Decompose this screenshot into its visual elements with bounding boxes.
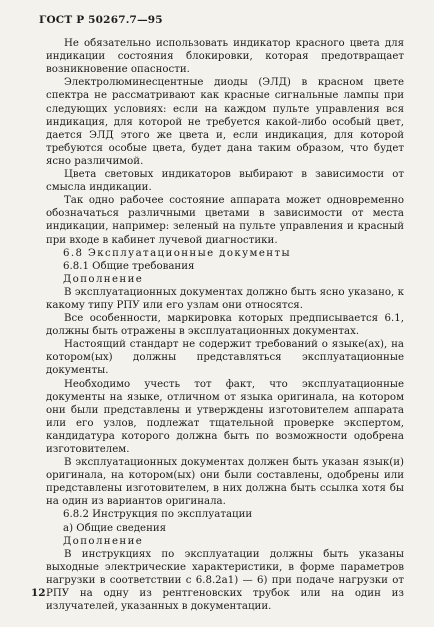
paragraph-15: Дополнение	[63, 535, 144, 547]
paragraph-9: Все особенности, маркировка которых предписывается 6.1, должны быть отражены в эксплуатационных документах.	[46, 313, 404, 338]
paragraph-3: Цвета световых индикаторов выбирают в зависимости от смысла индикации.	[46, 169, 404, 194]
paragraph-6: 6.8.1 Общие требования	[63, 260, 195, 272]
paragraph-2: Электролюминесцентные диоды (ЭЛД) в красном цвете спектра не рассматривают как красные сигнальные лампы при следующих условиях: если на каждом пульте управления вся индикация, для которой не требуется какой-либо особый цвет, дается ЭЛД этого же цвета и, если индикация, для которой требуются особые цвета, будет дана таким образом, что будет ясно различимой.	[46, 77, 404, 167]
page-header: ГОСТ Р 50267.7—95	[39, 14, 163, 26]
paragraph-1: Не обязательно использовать индикатор красного цвета для индикации состояния блокировки, которая предотвращает возникновение опасности.	[46, 38, 404, 76]
paragraph-8: В эксплуатационных документах должно быть ясно указано, к какому типу РПУ или его узлам они относятся.	[46, 286, 404, 311]
page-number: 12	[31, 587, 46, 599]
paragraph-12: В эксплуатационных документах должен быть указан язык(и) оригинала, на котором(ых) они были составлены, одобрены или представлены изготовителем, в них должна быть ссылка хотя бы на один из вариантов оригинала.	[46, 457, 404, 508]
paragraph-7: Дополнение	[63, 273, 144, 285]
paragraph-14: а) Общие сведения	[63, 522, 167, 534]
paragraph-13: 6.8.2 Инструкция по эксплуатации	[63, 509, 253, 521]
paragraph-5: 6.8 Эксплуатационные документы	[63, 247, 292, 259]
paragraph-4: Так одно рабочее состояние аппарата может одновременно обозначаться различными цветами в зависимости от места индикации, например: зеленый на пульте управления и красный при входе в кабинет лучевой диагностики.	[46, 195, 404, 246]
document-body	[46, 37, 404, 613]
paragraph-10: Настоящий стандарт не содержит требований о языке(ах), на котором(ых) должны представляться эксплуатационные документы.	[46, 339, 404, 377]
paragraph-11: Необходимо учесть тот факт, что эксплуатационные документы на языке, отличном от языка оригинала, на котором они были представлены и утверждены изготовителем аппарата или его узлов, подлежат тщательной проверке экспертом, кандидатура которого должна быть по возможности одобрена изготовителем.	[46, 378, 404, 455]
paragraph-16: В инструкциях по эксплуатации должны быть указаны выходные электрические характеристики, в форме параметров нагрузки в соответствии с 6.8.2а1) — 6) при подаче нагрузки от РПУ на одну из рентгеновских трубок или на один из излучателей, указанных в документации.	[46, 548, 404, 613]
